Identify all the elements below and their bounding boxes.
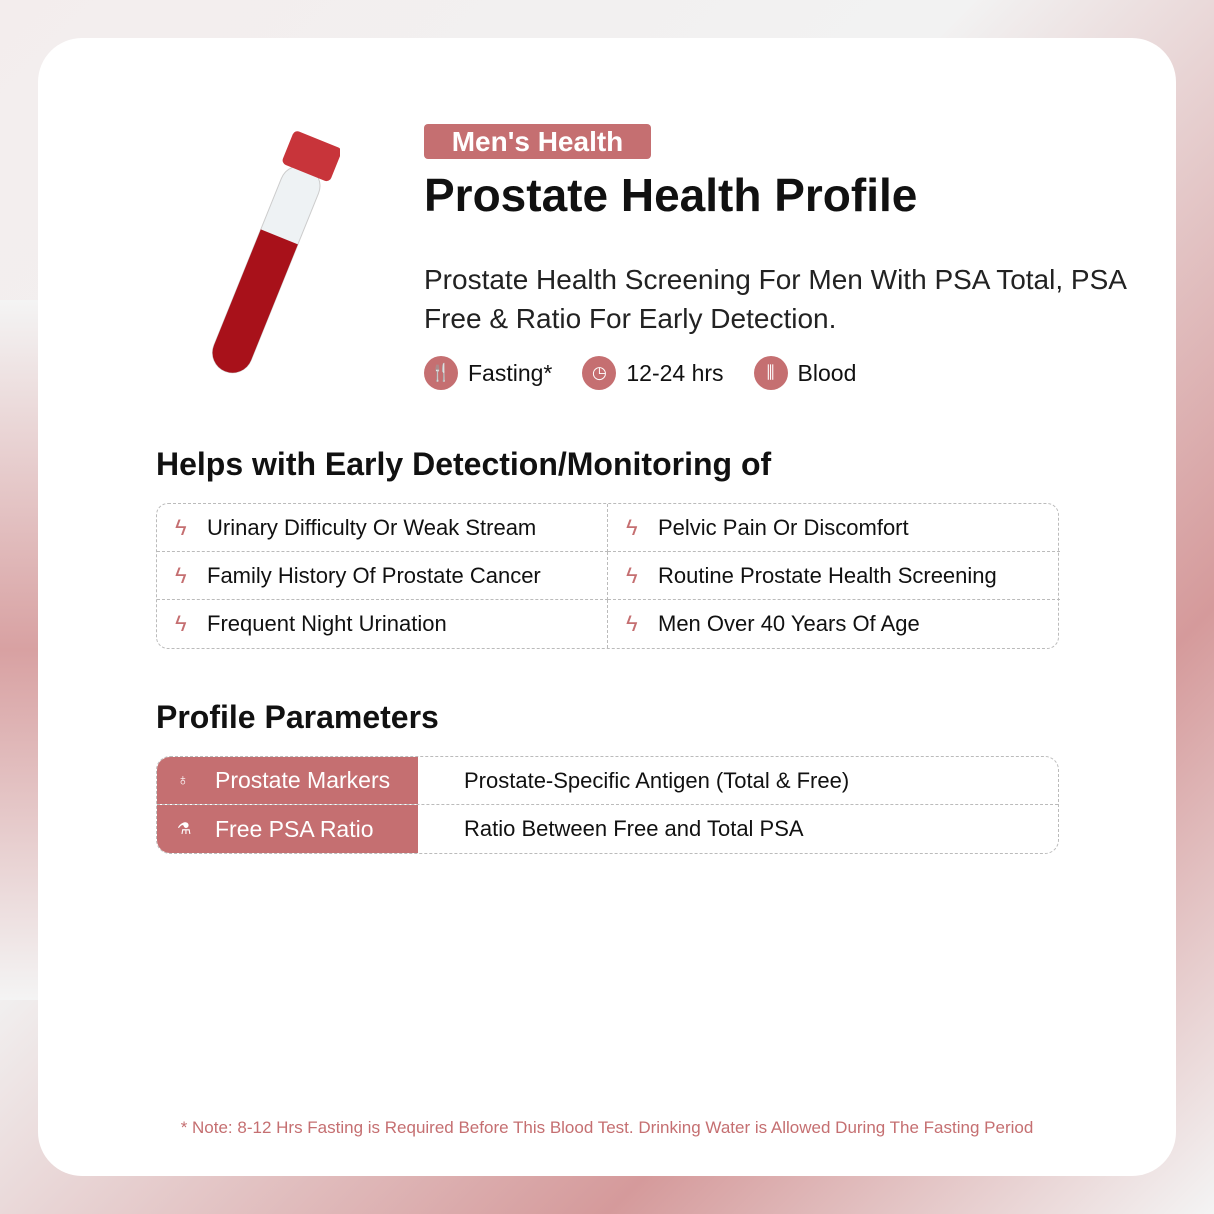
bolt-icon: ϟ (175, 611, 187, 636)
parameters-heading: Profile Parameters (156, 699, 439, 735)
description: Prostate Health Screening For Men With PSA Total, PSA Free & Ratio For Early Detection. (424, 264, 1126, 334)
fasting-icon: 🍴 (424, 356, 458, 390)
meta-duration: ◷ 12-24 hrs (582, 356, 723, 390)
detection-grid (156, 503, 1059, 649)
table-row: ⚗ Free PSA Ratio Ratio Between Free and Total PSA (157, 805, 1058, 853)
list-item: ϟ Frequent Night Urination (157, 600, 608, 648)
blood-tube-illustration (200, 125, 340, 395)
list-item: ϟ Routine Prostate Health Screening (608, 552, 1060, 600)
list-item: ϟ Family History Of Prostate Cancer (157, 552, 608, 600)
blood-sample-icon: ⫼ (754, 356, 788, 390)
list-item: ϟ Pelvic Pain Or Discomfort (608, 504, 1060, 552)
prostate-icon: ♁ (177, 771, 189, 789)
parameters-table (156, 756, 1059, 854)
fasting-note: * Note: 8-12 Hrs Fasting is Required Before This Blood Test. Drinking Water is Allowed During The Fasting Period (180, 1118, 1034, 1137)
page-title: Prostate Health Profile (424, 169, 918, 221)
category-badge: Men's Health (424, 124, 651, 159)
list-item: ϟ Urinary Difficulty Or Weak Stream (157, 504, 608, 552)
bolt-icon: ϟ (626, 514, 638, 540)
test-meta (424, 356, 886, 390)
list-item: ϟ Men Over 40 Years Of Age (626, 611, 920, 636)
detection-heading: Helps with Early Detection/Monitoring of (156, 446, 772, 482)
clock-icon: ◷ (582, 356, 616, 390)
bolt-icon: ϟ (626, 562, 638, 588)
flask-icon: ⚗ (177, 821, 192, 838)
meta-sample: ⫼ Blood (754, 356, 857, 390)
bolt-icon: ϟ (175, 514, 187, 540)
bolt-icon: ϟ (626, 611, 638, 636)
bolt-icon: ϟ (175, 562, 187, 588)
table-row: ♁ Prostate Markers Prostate-Specific Antigen (Total & Free) (157, 757, 1058, 805)
meta-fasting: 🍴 Fasting* (424, 356, 552, 390)
